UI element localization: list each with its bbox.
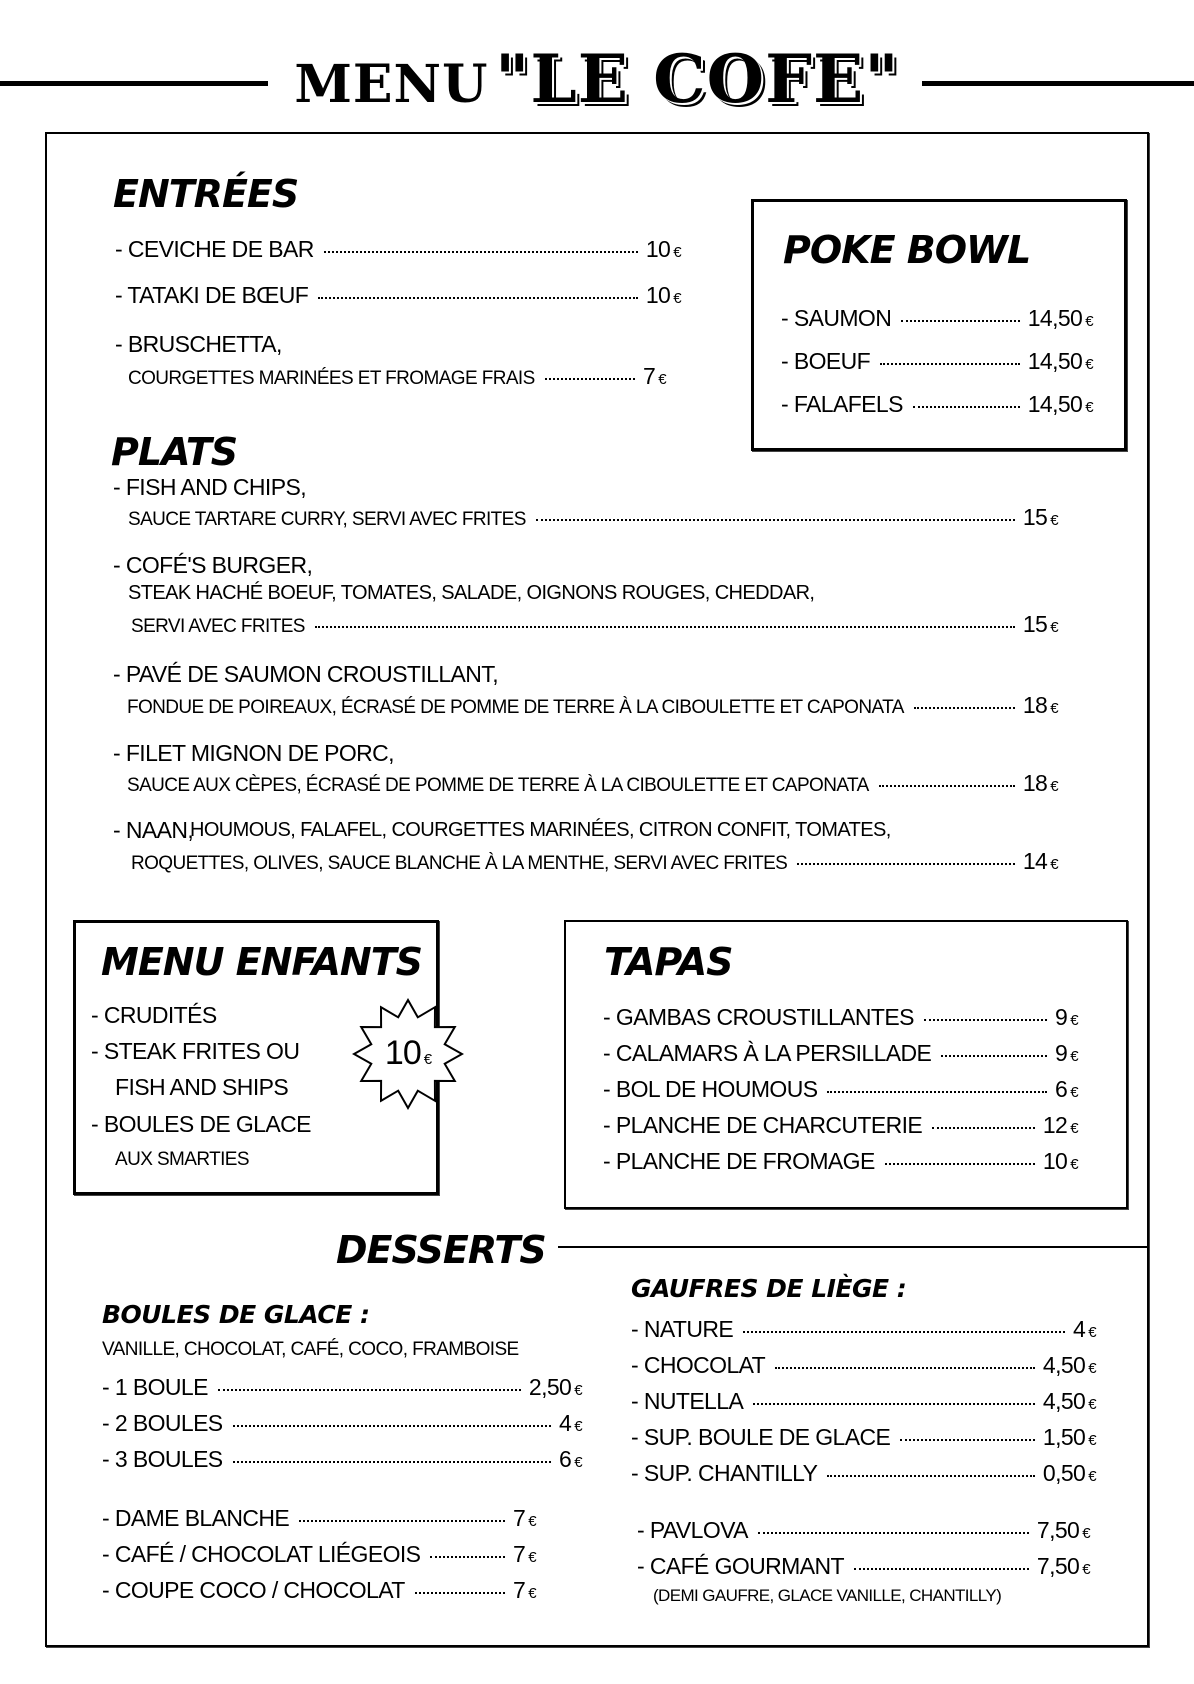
dotted-leader — [885, 1163, 1035, 1165]
menu-item-row — [102, 1446, 582, 1473]
item-price: 7,50 € — [1036, 1517, 1090, 1543]
item-name: - 3 BOULES — [102, 1446, 223, 1472]
menu-item-row — [603, 1076, 1078, 1103]
item-price: 15 € — [1022, 611, 1058, 637]
menu-item-row — [631, 1460, 1096, 1487]
dotted-leader — [758, 1532, 1029, 1534]
dotted-leader — [536, 519, 1015, 521]
item-name: - GAMBAS CROUSTILLANTES — [603, 1004, 914, 1030]
item-text: - CRUDITÉS — [91, 1002, 217, 1028]
dotted-leader — [901, 320, 1019, 322]
dotted-leader — [415, 1592, 505, 1594]
dotted-leader — [827, 1091, 1047, 1093]
item-text: AUX SMARTIES — [115, 1149, 249, 1170]
item-price: 7 € — [643, 363, 666, 389]
menu-item-row — [631, 1316, 1096, 1343]
item-text: STEAK HACHÉ BOEUF, TOMATES, SALADE, OIGNONS ROUGES, CHEDDAR, — [128, 582, 815, 604]
tapas-heading: TAPAS — [604, 940, 733, 984]
title-prefix: MENU — [294, 54, 489, 115]
menu-item-row — [603, 1004, 1078, 1031]
menu-item-row — [127, 692, 1058, 719]
menu-item-row — [131, 848, 1058, 875]
dotted-leader — [218, 1389, 521, 1391]
item-name: - NATURE — [631, 1316, 734, 1342]
menu-item-row — [603, 1040, 1078, 1067]
item-name: SERVI AVEC FRITES — [131, 616, 305, 637]
dotted-leader — [315, 626, 1015, 628]
dotted-leader — [233, 1425, 552, 1427]
item-name: - SAUMON — [781, 305, 892, 331]
item-price: 15 € — [1022, 504, 1058, 530]
item-price: 10 € — [645, 236, 681, 262]
item-name: COURGETTES MARINÉES ET FROMAGE FRAIS — [128, 368, 535, 389]
item-name: - CEVICHE DE BAR — [115, 236, 314, 262]
item-price: 4,50 € — [1042, 1352, 1096, 1378]
item-price: 14,50 € — [1027, 391, 1093, 417]
item-name: FONDUE DE POIREAUX, ÉCRASÉ DE POMME DE TERRE À LA CIBOULETTE ET CAPONATA — [127, 697, 904, 718]
menu-item-row — [128, 504, 1058, 531]
dotted-leader — [430, 1556, 505, 1558]
item-price: 12 € — [1042, 1112, 1078, 1138]
entrees-heading: ENTRÉES — [113, 172, 299, 216]
item-text: - COFÉ'S BURGER, — [113, 552, 313, 578]
menu-item-row — [781, 391, 1093, 418]
item-name: - SUP. BOULE DE GLACE — [631, 1424, 891, 1450]
page-title — [0, 40, 1194, 118]
item-price: 18 € — [1022, 770, 1058, 796]
dotted-leader — [880, 363, 1020, 365]
item-name: - BOEUF — [781, 348, 871, 374]
item-name: ROQUETTES, OLIVES, SAUCE BLANCHE À LA MENTHE, SERVI AVEC FRITES — [131, 853, 788, 874]
dotted-leader — [932, 1127, 1035, 1129]
menu-item-row — [781, 305, 1093, 332]
menu-item-row — [603, 1112, 1078, 1139]
item-price: 14,50 € — [1027, 305, 1093, 331]
dotted-leader — [324, 251, 638, 253]
item-name: - COUPE COCO / CHOCOLAT — [102, 1577, 405, 1603]
item-text: FISH AND SHIPS — [115, 1074, 289, 1100]
item-price: 4 € — [559, 1410, 582, 1436]
plats-heading: PLATS — [111, 430, 238, 474]
dotted-leader — [941, 1055, 1047, 1057]
item-text: - NAAN, — [113, 817, 194, 843]
dessert-note: (DEMI GAUFRE, GLACE VANILLE, CHANTILLY) — [653, 1586, 1002, 1605]
item-name: - PLANCHE DE CHARCUTERIE — [603, 1112, 923, 1138]
item-price: 7,50 € — [1036, 1553, 1090, 1579]
dotted-leader — [753, 1403, 1035, 1405]
item-price: 14,50 € — [1027, 348, 1093, 374]
gaufres-heading: GAUFRES DE LIÈGE : — [631, 1274, 907, 1303]
dotted-leader — [914, 707, 1015, 709]
item-text: - BRUSCHETTA, — [115, 331, 282, 357]
item-name: - TATAKI DE BŒUF — [115, 282, 309, 308]
item-name: - CALAMARS À LA PERSILLADE — [603, 1040, 932, 1066]
poke-bowl-heading: POKE BOWL — [783, 228, 1031, 272]
menu-item-row — [637, 1553, 1090, 1580]
desserts-heading: DESSERTS — [336, 1228, 546, 1272]
item-name: - NUTELLA — [631, 1388, 744, 1414]
item-name: - CHOCOLAT — [631, 1352, 766, 1378]
price-star-badge — [352, 998, 464, 1110]
item-name: SAUCE AUX CÈPES, ÉCRASÉ DE POMME DE TERRE À LA CIBOULETTE ET CAPONATA — [127, 775, 869, 796]
desserts-rule — [558, 1246, 1147, 1248]
menu-item-row — [603, 1148, 1078, 1175]
item-name: - CAFÉ / CHOCOLAT LIÉGEOIS — [102, 1541, 421, 1567]
item-text: - STEAK FRITES OU — [91, 1038, 300, 1064]
menu-enfants-price: 10 € — [384, 1034, 432, 1072]
item-price: 2,50 € — [528, 1374, 582, 1400]
dotted-leader — [924, 1019, 1047, 1021]
dotted-leader — [797, 863, 1015, 865]
item-name: SAUCE TARTARE CURRY, SERVI AVEC FRITES — [128, 509, 526, 530]
item-price: 6 € — [559, 1446, 582, 1472]
glace-heading: BOULES DE GLACE : — [102, 1300, 370, 1329]
item-name: - PAVLOVA — [637, 1517, 748, 1543]
item-price: 0,50 € — [1042, 1460, 1096, 1486]
dotted-leader — [854, 1568, 1029, 1570]
item-name: - FALAFELS — [781, 391, 903, 417]
item-price: 14 € — [1022, 848, 1058, 874]
menu-item-row — [781, 348, 1093, 375]
menu-item-row — [115, 282, 681, 309]
item-price: 4,50 € — [1042, 1388, 1096, 1414]
dotted-leader — [913, 406, 1020, 408]
menu-item-row — [102, 1505, 536, 1532]
item-text: - BOULES DE GLACE — [91, 1111, 311, 1137]
item-price: 7 € — [513, 1541, 536, 1567]
item-text: - FILET MIGNON DE PORC, — [113, 740, 394, 766]
menu-item-row — [631, 1424, 1096, 1451]
item-text: - PAVÉ DE SAUMON CROUSTILLANT, — [113, 661, 498, 687]
dotted-leader — [775, 1367, 1035, 1369]
item-name: - 2 BOULES — [102, 1410, 223, 1436]
menu-item-row — [102, 1410, 582, 1437]
dotted-leader — [743, 1331, 1065, 1333]
dotted-leader — [545, 378, 635, 380]
dotted-leader — [299, 1520, 505, 1522]
item-name: - CAFÉ GOURMANT — [637, 1553, 844, 1579]
item-name: - BOL DE HOUMOUS — [603, 1076, 818, 1102]
item-name: - 1 BOULE — [102, 1374, 208, 1400]
item-price: 1,50 € — [1042, 1424, 1096, 1450]
dotted-leader — [879, 785, 1015, 787]
item-price: 4 € — [1073, 1316, 1096, 1342]
menu-item-row — [127, 770, 1058, 797]
glace-flavors: VANILLE, CHOCOLAT, CAFÉ, COCO, FRAMBOISE — [102, 1339, 519, 1360]
item-price: 10 € — [645, 282, 681, 308]
menu-enfants-heading: MENU ENFANTS — [101, 940, 422, 984]
menu-item-row — [637, 1517, 1090, 1544]
title-name: "LE COFE" — [495, 40, 900, 118]
menu-item-row — [631, 1352, 1096, 1379]
menu-item-row — [128, 363, 666, 390]
item-text: - FISH AND CHIPS, — [113, 474, 306, 500]
item-price: 6 € — [1055, 1076, 1078, 1102]
item-name: - SUP. CHANTILLY — [631, 1460, 818, 1486]
item-name: - DAME BLANCHE — [102, 1505, 290, 1531]
menu-item-row — [115, 236, 681, 263]
item-price: 7 € — [513, 1505, 536, 1531]
item-price: 7 € — [513, 1577, 536, 1603]
menu-item-row — [631, 1388, 1096, 1415]
menu-item-row — [102, 1541, 536, 1568]
item-price: 9 € — [1055, 1040, 1078, 1066]
item-name: - PLANCHE DE FROMAGE — [603, 1148, 875, 1174]
dotted-leader — [900, 1439, 1035, 1441]
item-text: HOUMOUS, FALAFEL, COURGETTES MARINÉES, CITRON CONFIT, TOMATES, — [190, 819, 891, 841]
item-price: 9 € — [1055, 1004, 1078, 1030]
menu-item-row — [102, 1374, 582, 1401]
dotted-leader — [233, 1461, 552, 1463]
menu-item-row — [131, 611, 1058, 638]
menu-item-row — [102, 1577, 536, 1604]
item-price: 10 € — [1042, 1148, 1078, 1174]
item-price: 18 € — [1022, 692, 1058, 718]
dotted-leader — [318, 297, 638, 299]
dotted-leader — [827, 1475, 1034, 1477]
